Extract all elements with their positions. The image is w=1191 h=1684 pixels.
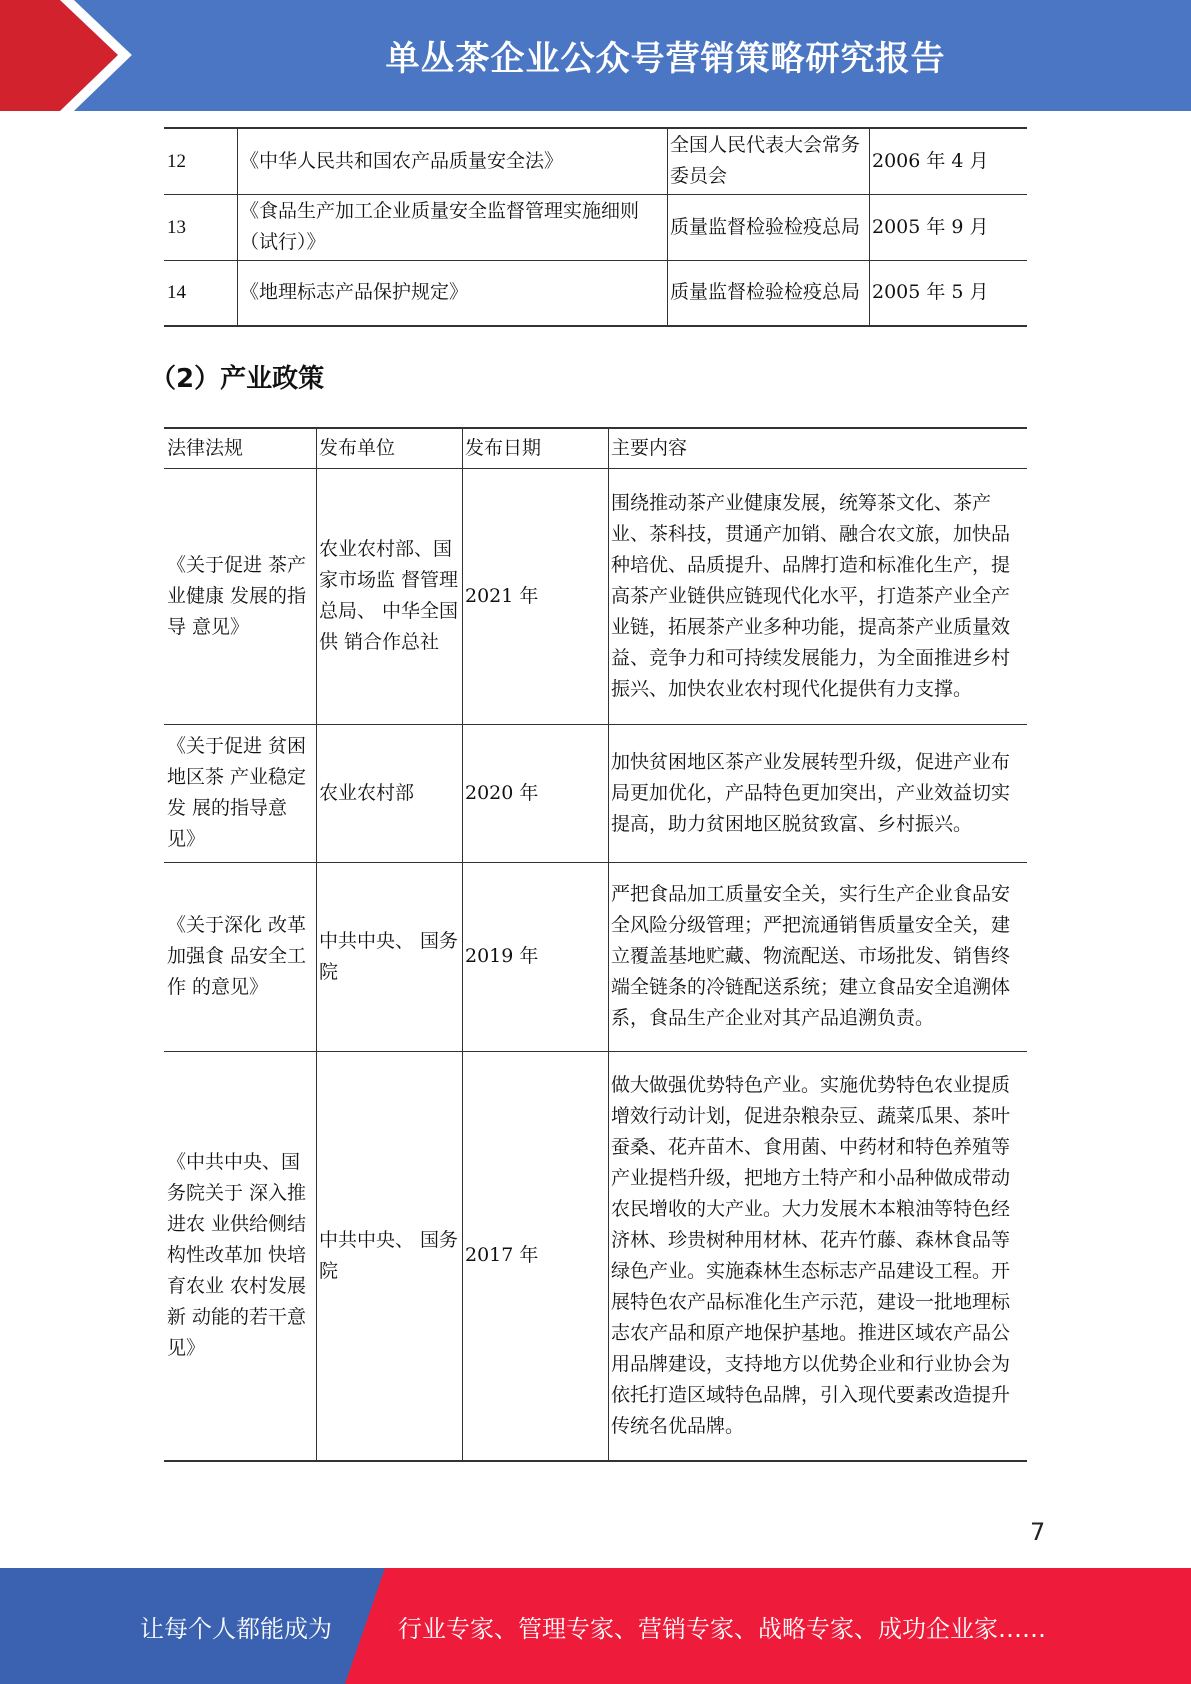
policy-name: 《关于深化 改革加强食 品安全工作 的意见》 <box>164 862 317 1051</box>
policy-content: 严把食品加工质量安全关，实行生产企业食品安全风险分级管理；严把流通销售质量安全关，建立覆盖基地贮藏、物流配送、市场批发、销售终端全链条的冷链配送系统；建立食品安全追溯体系，食品生产企业对其产品追溯负责。 <box>609 862 1028 1051</box>
issuing-unit: 全国人民代表大会常务委员会 <box>668 128 870 194</box>
regulation-name: 《地理标志产品保护规定》 <box>238 260 668 326</box>
page-footer <box>0 1568 1191 1684</box>
policy-content: 围绕推动茶产业健康发展，统筹茶文化、茶产业、茶科技，贯通产加销、融合农文旅，加快品种培优、品质提升、品牌打造和标准化生产，提高茶产业链供应链现代化水平，打造茶产业全产业链，拓展茶产业多种功能，提高茶产业质量效益、竞争力和可持续发展能力，为全面推进乡村振兴、加快农业农村现代化提供有力支撑。 <box>609 468 1028 724</box>
policy-name: 《关于促进 贫困地区茶 产业稳定发 展的指导意 见》 <box>164 724 317 862</box>
issuing-org: 中共中央、 国务院 <box>317 862 463 1051</box>
issuing-org: 农业农村部、国家市场监 督管理总局、 中华全国供 销合作总社 <box>317 468 463 724</box>
table-row <box>164 468 1027 724</box>
column-header-content: 主要内容 <box>609 428 1028 468</box>
table-row <box>164 128 1027 194</box>
policy-content: 加快贫困地区茶产业发展转型升级，促进产业布局更加优化，产品特色更加突出，产业效益切实提高，助力贫困地区脱贫致富、乡村振兴。 <box>609 724 1028 862</box>
issue-date: 2006 年 4 月 <box>870 128 1028 194</box>
issue-year: 2021 年 <box>463 468 609 724</box>
page-header <box>0 0 1191 111</box>
issue-date: 2005 年 9 月 <box>870 194 1028 260</box>
table-row <box>164 194 1027 260</box>
table-row <box>164 1051 1027 1461</box>
policy-name: 《中共中央、国务院关于 深入推进农 业供给侧结 构性改革加 快培育农业 农村发展新 动能的若干意见》 <box>164 1051 317 1461</box>
issue-date: 2005 年 5 月 <box>870 260 1028 326</box>
row-number: 14 <box>164 260 238 326</box>
regulation-name: 《中华人民共和国农产品质量安全法》 <box>238 128 668 194</box>
table-header-row <box>164 428 1027 468</box>
footer-slogan-right: 行业专家、管理专家、营销专家、战略专家、成功企业家…… <box>398 1614 1046 1643</box>
issue-year: 2020 年 <box>463 724 609 862</box>
header-chevron-icon <box>0 0 160 111</box>
issuing-org: 中共中央、 国务院 <box>317 1051 463 1461</box>
regulation-name: 《食品生产加工企业质量安全监督管理实施细则（试行）》 <box>238 194 668 260</box>
section-heading: （2）产业政策 <box>150 364 325 394</box>
page-number: 7 <box>1030 1518 1046 1546</box>
policy-name: 《关于促进 茶产业健康 发展的指导 意见》 <box>164 468 317 724</box>
row-number: 12 <box>167 150 186 172</box>
column-header-date: 发布日期 <box>463 428 609 468</box>
table-row <box>164 862 1027 1051</box>
policy-content: 做大做强优势特色产业。实施优势特色农业提质增效行动计划，促进杂粮杂豆、蔬菜瓜果、茶叶蚕桑、花卉苗木、食用菌、中药材和特色养殖等产业提档升级，把地方土特产和小品种做成带动农民增收的大产业。大力发展木本粮油等特色经济林、珍贵树种用材林、花卉竹藤、森林食品等绿色产业。实施森林生态标志产品建设工程。开展特色农产品标准化生产示范，建设一批地理标志农产品和原产地保护基地。推进区域农产品公用品牌建设，支持地方以优势企业和行业协会为依托打造区域特色品牌，引入现代要素改造提升传统名优品牌。 <box>609 1051 1028 1461</box>
footer-slogan-left: 让每个人都能成为 <box>140 1614 332 1643</box>
issue-year: 2017 年 <box>463 1051 609 1461</box>
industry-policy-table <box>164 427 1027 1462</box>
issuing-unit: 质量监督检验检疫总局 <box>668 194 870 260</box>
regulations-table <box>164 127 1027 327</box>
report-title: 单丛茶企业公众号营销策略研究报告 <box>385 39 946 79</box>
column-header-law: 法律法规 <box>167 436 244 459</box>
issue-year: 2019 年 <box>463 862 609 1051</box>
table-row <box>164 260 1027 326</box>
column-header-org: 发布单位 <box>317 428 463 468</box>
issuing-org: 农业农村部 <box>317 724 463 862</box>
issuing-unit: 质量监督检验检疫总局 <box>668 260 870 326</box>
row-number: 13 <box>164 194 238 260</box>
table-row <box>164 724 1027 862</box>
